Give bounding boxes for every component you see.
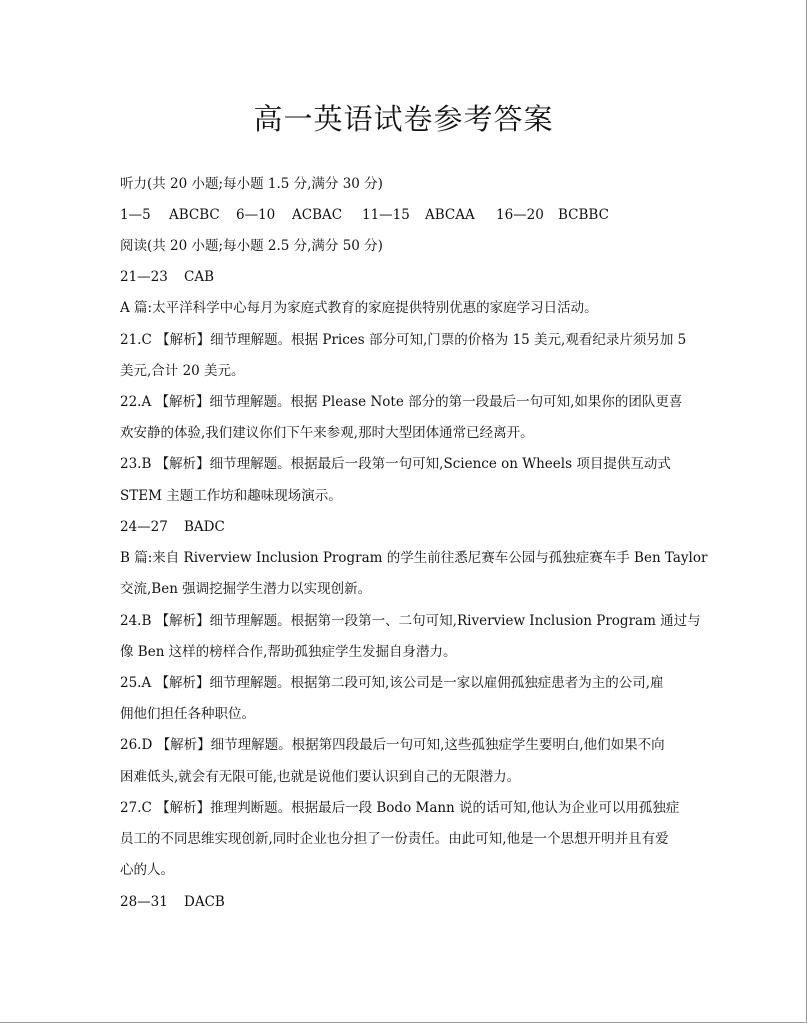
explanation-q25-cont: 佣他们担任各种职位。 [120,706,255,722]
explanation-q23: 23.B 【解析】细节理解题。根据最后一段第一句可知,Science on Wheels 项目提供互动式 [120,456,671,472]
explanation-q27-cont: 员工的不同思维实现创新,同时企业也分担了一份责任。由此可知,他是一个思想开明并且有爱 [120,831,669,847]
answer-letters: BCBBC [558,207,609,223]
passage-b-summary-cont: 交流,Ben 强调挖掘学生潜力以实现创新。 [120,581,372,597]
answer-letters: ABCAA [425,207,475,223]
listening-section-header: 听力(共 20 小题;每小题 1.5 分,满分 30 分) [120,176,383,192]
reading-section-header: 阅读(共 20 小题;每小题 2.5 分,满分 50 分) [120,238,383,254]
explanation-q27-cont2: 心的人。 [120,862,174,878]
explanation-q24-cont: 像 Ben 这样的榜样合作,帮助孤独症学生发掘自身潜力。 [120,644,457,660]
passage-b-summary: B 篇:来自 Riverview Inclusion Program 的学生前往悉尼赛车公园与孤独症赛车手 Ben Taylor [120,550,708,566]
answer-range: 6—10 [236,207,276,223]
answer-range: 24—27 [120,519,168,535]
answer-range: 1—5 [120,207,151,223]
explanation-q26-cont: 困难低头,就会有无限可能,也就是说他们要认识到自己的无限潜力。 [120,769,521,785]
explanation-q21-cont: 美元,合计 20 美元。 [120,363,245,379]
explanation-q23-cont: STEM 主题工作坊和趣味现场演示。 [120,488,342,504]
passage-a-summary: A 篇:太平洋科学中心每月为家庭式教育的家庭提供特别优惠的家庭学习日活动。 [120,300,598,316]
answer-letters: ACBAC [292,207,343,223]
explanation-q22: 22.A 【解析】细节理解题。根据 Please Note 部分的第一段最后一句可知,如果你的团队更喜 [120,394,683,410]
explanation-q25: 25.A 【解析】细节理解题。根据第二段可知,该公司是一家以雇佣孤独症患者为主的公司,雇 [120,675,664,691]
explanation-q24: 24.B 【解析】细节理解题。根据第一段第一、二句可知,Riverview Inclusion Program 通过与 [120,613,701,629]
answer-range: 11—15 [362,207,410,223]
answer-letters: BADC [184,519,225,535]
answer-letters: DACB [184,894,225,910]
explanation-q26: 26.D 【解析】细节理解题。根据第四段最后一句可知,这些孤独症学生要明白,他们如果不向 [120,737,665,753]
answer-letters: ABCBC [169,207,220,223]
page-title: 高一英语试卷参考答案 [253,102,554,136]
explanation-q22-cont: 欢安静的体验,我们建议你们下午来参观,那时大型团体通常已经离开。 [120,425,534,441]
explanation-q21: 21.C 【解析】细节理解题。根据 Prices 部分可知,门票的价格为 15 美元,观看纪录片须另加 5 [120,332,687,348]
answer-range: 28—31 [120,894,168,910]
answer-range: 21—23 [120,269,168,285]
answer-range: 16—20 [496,207,544,223]
answer-letters: CAB [184,269,214,285]
explanation-q27: 27.C 【解析】推理判断题。根据最后一段 Bodo Mann 说的话可知,他认为企业可以用孤独症 [120,800,680,816]
